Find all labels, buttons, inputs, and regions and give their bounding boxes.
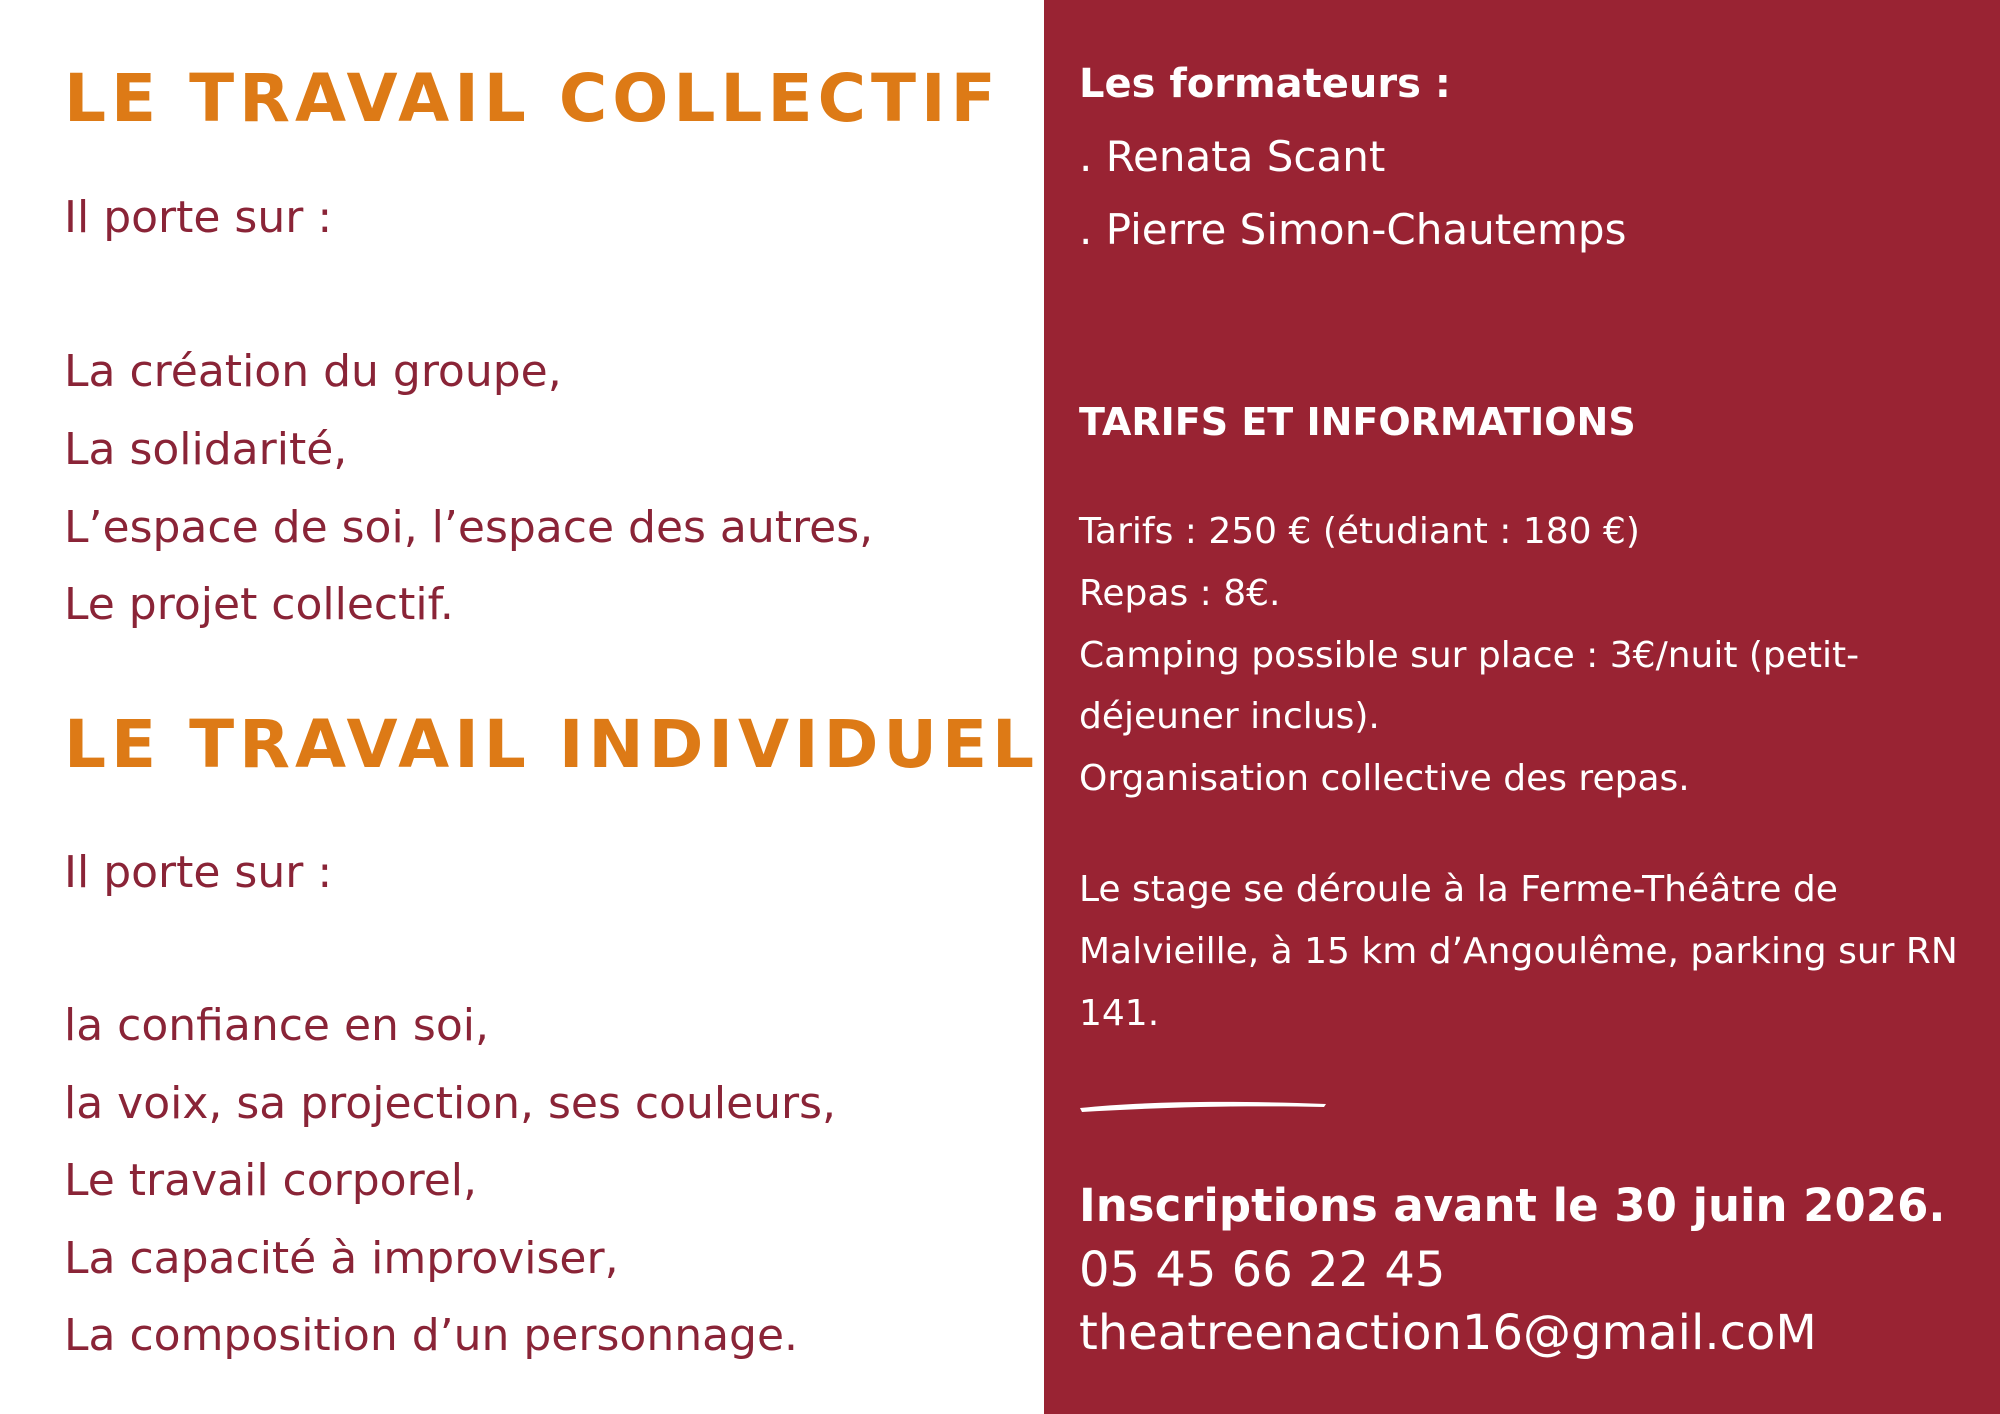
info-line: Camping possible sur place : 3€/nuit (petit- <box>1079 635 1860 676</box>
trainer-name: . Pierre Simon-Chautemps <box>1079 205 1627 254</box>
info-line: Organisation collective des repas. <box>1079 758 1690 799</box>
info-section-title: TARIFS ET INFORMATIONS <box>1079 400 1636 444</box>
phone-number: 05 45 66 22 45 <box>1079 1242 1446 1298</box>
individual-item: la confiance en soi, <box>64 1000 489 1051</box>
brush-stroke-divider <box>1078 1096 1328 1114</box>
individual-item: Le travail corporel, <box>64 1155 477 1206</box>
email-address[interactable]: theatreenaction16@gmail.coM <box>1079 1305 1817 1361</box>
individual-work-heading: LE TRAVAIL INDIVIDUEL <box>64 706 1040 783</box>
collective-item: L’espace de soi, l’espace des autres, <box>64 502 874 553</box>
collective-item: La solidarité, <box>64 424 348 475</box>
info-line: déjeuner inclus). <box>1079 696 1380 737</box>
location-line: 141. <box>1079 993 1160 1034</box>
collective-item: Le projet collectif. <box>64 579 454 630</box>
collective-item: La création du groupe, <box>64 346 562 397</box>
individual-item: La capacité à improviser, <box>64 1233 619 1284</box>
registration-deadline: Inscriptions avant le 30 juin 2026. <box>1079 1179 1946 1232</box>
collective-work-heading: LE TRAVAIL COLLECTIF <box>64 60 1001 137</box>
location-line: Malvieille, à 15 km d’Angoulême, parking sur RN <box>1079 931 1958 972</box>
collective-intro: Il porte sur : <box>64 192 333 243</box>
individual-item: la voix, sa projection, ses couleurs, <box>64 1078 837 1129</box>
trainer-name: . Renata Scant <box>1079 132 1386 181</box>
individual-intro: Il porte sur : <box>64 847 333 898</box>
trainers-title: Les formateurs : <box>1079 61 1451 107</box>
info-line: Repas : 8€. <box>1079 573 1281 614</box>
individual-item: La composition d’un personnage. <box>64 1310 799 1361</box>
location-line: Le stage se déroule à la Ferme-Théâtre de <box>1079 869 1838 910</box>
info-line: Tarifs : 250 € (étudiant : 180 €) <box>1079 511 1640 552</box>
